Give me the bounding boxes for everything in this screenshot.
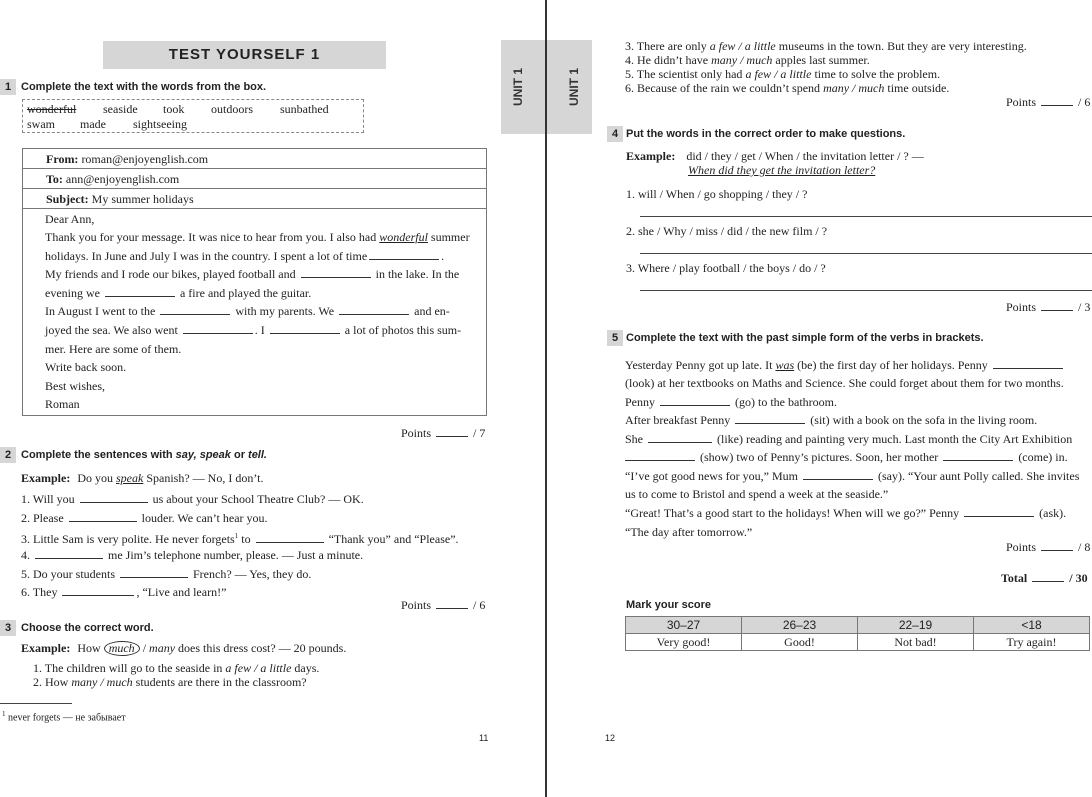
email-text: evening we	[45, 286, 100, 300]
text-segment: (show) two of Penny’s pictures. Soon, her mother	[700, 450, 939, 464]
sentence	[33, 674, 307, 690]
sentence-text: 5. The scientist only had	[625, 67, 743, 81]
word-box-item: made	[80, 117, 106, 131]
sentence-text: apples last summer.	[775, 53, 870, 67]
text-line	[625, 468, 1079, 484]
email-line	[45, 303, 450, 319]
task-2-points	[401, 598, 485, 613]
score-label: Good!	[742, 634, 858, 651]
example-text: does this dress cost? — 20 pounds.	[178, 641, 347, 655]
word-box-item: seaside	[103, 102, 138, 116]
word-box-item: sightseeing	[133, 117, 187, 131]
points-total: / 6	[473, 598, 486, 612]
answer-line[interactable]	[640, 253, 1092, 254]
sentence-text: 3. There are only	[625, 39, 707, 53]
email-text: . I	[254, 323, 265, 337]
word-box-item: wonderful	[27, 102, 77, 116]
points-label: Points	[401, 426, 432, 440]
example-answer: speak	[116, 471, 144, 485]
points-total: / 7	[473, 426, 486, 440]
answer-blank[interactable]	[301, 268, 371, 278]
email-text: summer	[430, 230, 470, 244]
task-2-title	[21, 447, 267, 463]
example-text: Spanish? — No, I don’t.	[146, 471, 264, 485]
text-segment: (come) in.	[1018, 450, 1068, 464]
sentence-text: time outside.	[887, 81, 950, 95]
score-label: Try again!	[974, 634, 1090, 651]
task-4-points	[1006, 300, 1090, 315]
score-title: Mark your score	[626, 599, 711, 611]
sentence-text: “Thank you” and “Please”.	[328, 532, 459, 546]
sentence	[21, 528, 459, 547]
score-label: Not bad!	[858, 634, 974, 651]
text-line	[625, 431, 1072, 447]
email-from-row	[23, 149, 486, 169]
email-text: holidays. In June and July I was in the country. I spent a lot of time	[45, 249, 368, 263]
points-blank[interactable]	[1041, 96, 1073, 106]
email-from-label: From:	[46, 152, 79, 166]
task-title-text: tell.	[248, 449, 267, 461]
answer-blank[interactable]	[256, 533, 324, 543]
word-box-item: sunbathed	[280, 102, 329, 116]
task-1-title: Complete the text with the words from the box.	[21, 81, 267, 93]
answer-blank[interactable]	[369, 250, 439, 260]
points-label: Points	[1006, 540, 1037, 554]
sentence	[21, 566, 311, 582]
sentence-text: students are there in the classroom?	[135, 675, 307, 689]
sentence-text: 1. The children will go to the seaside in	[33, 661, 223, 675]
sentence-text: us about your School Theatre Club? — OK.	[152, 492, 364, 506]
text-segment: Yesterday Penny got up late. It	[625, 358, 773, 372]
points-label: Points	[1006, 95, 1037, 109]
answer-blank[interactable]	[183, 324, 253, 334]
email-line: mer. Here are some of them.	[45, 342, 182, 356]
points-blank[interactable]	[436, 427, 468, 437]
answer-line[interactable]	[640, 216, 1092, 217]
answer-blank[interactable]	[964, 507, 1034, 517]
answer-blank[interactable]	[625, 451, 695, 461]
email-line: Roman	[45, 397, 80, 411]
page-number-left: 11	[479, 733, 489, 743]
text-line: (look) at her textbooks on Maths and Science. She could forget about them for two months.	[625, 376, 1064, 390]
word-choice[interactable]: a few / a little	[225, 661, 292, 675]
score-range: 22–19	[858, 617, 974, 634]
text-segment: “Great! That’s a good start to the holidays! When will we go?” Penny	[625, 506, 960, 520]
email-line	[45, 248, 444, 264]
email-from-value: roman@enjoyenglish.com	[81, 152, 209, 166]
sentence-text: 6. They	[21, 585, 58, 599]
footnote-ref: 1	[234, 532, 239, 540]
points-label: Points	[401, 598, 432, 612]
sentence	[21, 584, 226, 600]
text-line: us to come to Bristol and spend a week at the seaside.”	[625, 487, 889, 501]
example-answer-circled: much	[104, 641, 140, 656]
sentence	[625, 80, 949, 96]
task-4-title: Put the words in the correct order to make questions.	[626, 128, 906, 140]
example-answer: When did they get the invitation letter?	[688, 163, 876, 177]
task-title-text: Complete the sentences with	[21, 449, 173, 461]
task-2-number: 2	[0, 447, 16, 463]
answer-blank[interactable]	[105, 287, 175, 297]
email-text: .	[441, 249, 445, 263]
email-line	[45, 322, 461, 338]
total-score	[1001, 571, 1088, 586]
task-1-points	[401, 426, 485, 441]
answer-blank[interactable]	[735, 414, 805, 424]
example-answer: wonderful	[379, 230, 428, 244]
example-answer: was	[775, 358, 795, 372]
sentence-text: museums in the town. But they are very interesting.	[778, 39, 1027, 53]
task-2-example	[21, 470, 263, 486]
sentence-text: 2. How	[33, 675, 69, 689]
task-1-number: 1	[0, 79, 16, 95]
points-total: / 3	[1078, 300, 1091, 314]
email-to-row	[23, 169, 486, 189]
points-total: / 8	[1078, 540, 1091, 554]
answer-blank[interactable]	[943, 451, 1013, 461]
task-5-title: Complete the text with the past simple form of the verbs in brackets.	[626, 332, 984, 344]
example-label: Example:	[626, 149, 676, 163]
footnote	[2, 706, 126, 726]
email-form	[22, 148, 487, 416]
word-choice[interactable]: many / much	[71, 675, 133, 689]
text-line	[625, 505, 1066, 521]
question-prompt: 1. will / When / go shopping / they / ?	[626, 187, 808, 201]
text-line	[625, 449, 1068, 465]
text-segment: (be) the first day of her holidays. Penny	[797, 358, 988, 372]
points-blank[interactable]	[1041, 541, 1073, 551]
email-text: a fire and played the guitar.	[179, 286, 312, 300]
email-to-value: ann@enjoyenglish.com	[65, 172, 180, 186]
email-line	[45, 266, 459, 282]
points-blank[interactable]	[436, 599, 468, 609]
email-subject-value: My summer holidays	[91, 192, 194, 206]
email-line: Write back soon.	[45, 360, 127, 374]
footnote-text: never forgets — не забывает	[8, 712, 126, 724]
score-label: Very good!	[626, 634, 742, 651]
text-segment: “I’ve got good news for you,” Mum	[625, 469, 798, 483]
sentence-text: 1. Will you	[21, 492, 75, 506]
email-text: a lot of photos this sum-	[344, 323, 462, 337]
email-text: and en-	[414, 304, 450, 318]
example-text: /	[142, 641, 147, 655]
sentence-text: 2. Please	[21, 511, 64, 525]
text-segment: (say). “Your aunt Polly called. She invites	[877, 469, 1080, 483]
email-text: in the lake. In the	[375, 267, 460, 281]
answer-blank[interactable]	[339, 305, 409, 315]
email-greeting: Dear Ann,	[45, 212, 95, 226]
email-to-label: To:	[46, 172, 63, 186]
text-segment: She	[625, 432, 643, 446]
email-text: with my parents. We	[235, 304, 335, 318]
email-text: joyed the sea. We also went	[45, 323, 178, 337]
points-total: / 6	[1078, 95, 1091, 109]
sentence-text: French? — Yes, they do.	[193, 567, 312, 581]
answer-blank[interactable]	[660, 396, 730, 406]
score-range: 30–27	[626, 617, 742, 634]
task-5-points	[1006, 540, 1090, 555]
unit-tab-label-right: UNIT 1	[567, 68, 581, 107]
answer-blank[interactable]	[80, 493, 148, 503]
text-segment: (go) to the bathroom.	[735, 395, 837, 409]
email-line	[45, 285, 311, 301]
total-value: / 30	[1069, 571, 1088, 585]
word-box-item: outdoors	[211, 102, 253, 116]
text-line	[625, 412, 1037, 428]
answer-blank[interactable]	[270, 324, 340, 334]
task-title-text: or	[233, 449, 245, 461]
answer-blank[interactable]	[993, 359, 1063, 369]
task-3-points	[1006, 95, 1090, 110]
answer-blank[interactable]	[35, 549, 103, 559]
points-blank[interactable]	[1041, 301, 1073, 311]
points-label: Points	[1006, 300, 1037, 314]
sentence-text: to	[241, 532, 251, 546]
sentence-text: 5. Do your students	[21, 567, 115, 581]
sentence	[21, 510, 268, 526]
task-5-number: 5	[607, 330, 623, 346]
answer-line[interactable]	[640, 290, 1092, 291]
sentence-text: louder. We can’t hear you.	[141, 511, 268, 525]
email-text: Thank you for your message. It was nice to hear from you. I also had	[45, 230, 377, 244]
sentence-text: days.	[294, 661, 320, 675]
total-blank[interactable]	[1032, 572, 1064, 582]
question-prompt: 2. she / Why / miss / did / the new film / ?	[626, 224, 828, 238]
answer-blank[interactable]	[69, 512, 137, 522]
sentence-text: time to solve the problem.	[814, 67, 941, 81]
sentence	[21, 491, 364, 507]
email-text: My friends and I rode our bikes, played football and	[45, 267, 296, 281]
score-range: 26–23	[742, 617, 858, 634]
word-choice[interactable]: many / much	[823, 81, 885, 95]
email-subject-row	[23, 189, 486, 209]
text-segment: (like) reading and painting very much. Last month the City Art Exhibition	[717, 432, 1073, 446]
page-number-right: 12	[605, 733, 616, 743]
text-line	[625, 357, 1065, 373]
text-line: “The day after tomorrow.”	[625, 525, 753, 539]
word-choice[interactable]: a few / a little	[709, 39, 776, 53]
email-text: In August I went to the	[45, 304, 156, 318]
word-choice[interactable]: a few / a little	[745, 67, 812, 81]
task-3-number: 3	[0, 620, 16, 636]
text-segment: (sit) with a book on the sofa in the living room.	[810, 413, 1038, 427]
example-text: did / they / get / When / the invitation letter / ? —	[686, 149, 924, 163]
sentence-text: 4. He didn’t have	[625, 53, 709, 67]
footnote-divider	[0, 703, 72, 704]
score-table	[625, 616, 1090, 651]
email-line	[45, 229, 470, 245]
sentence-text: 6. Because of the rain we couldn’t spend	[625, 81, 821, 95]
task-3-example	[21, 640, 346, 656]
sentence-text: 3. Little Sam is very polite. He never forgets	[21, 532, 235, 546]
sentence	[21, 547, 363, 563]
unit-tab-label-left: UNIT 1	[511, 68, 525, 107]
question-prompt: 3. Where / play football / the boys / do / ?	[626, 261, 826, 275]
task-4-example-answer	[688, 162, 875, 178]
total-label: Total	[1001, 571, 1028, 585]
example-label: Example:	[21, 471, 71, 485]
word-choice[interactable]: many / much	[711, 53, 773, 67]
task-title-text: say, speak	[175, 449, 231, 461]
example-text: How	[77, 641, 101, 655]
task-3-title: Choose the correct word.	[21, 622, 154, 634]
answer-blank[interactable]	[803, 470, 873, 480]
page-title: TEST YOURSELF 1	[103, 41, 386, 69]
email-line: Best wishes,	[45, 379, 105, 393]
answer-blank[interactable]	[160, 305, 230, 315]
score-range: <18	[974, 617, 1090, 634]
sentence-text: me Jim’s telephone number, please. — Just a minute.	[108, 548, 364, 562]
text-segment: After breakfast Penny	[625, 413, 731, 427]
answer-blank[interactable]	[648, 433, 712, 443]
sentence-text: , “Live and learn!”	[136, 585, 227, 599]
example-text: many	[149, 641, 176, 655]
answer-blank[interactable]	[120, 568, 188, 578]
sentence-text: 4.	[21, 548, 30, 562]
text-segment: (ask).	[1039, 506, 1067, 520]
word-box-item: took	[163, 102, 185, 116]
word-box-item: swam	[27, 117, 55, 131]
text-segment: Penny	[625, 395, 655, 409]
example-text: Do you	[77, 471, 114, 485]
text-line	[625, 394, 837, 410]
task-4-number: 4	[607, 126, 623, 142]
email-subject-label: Subject:	[46, 192, 89, 206]
answer-blank[interactable]	[62, 586, 134, 596]
example-label: Example:	[21, 641, 71, 655]
footnote-mark: 1	[2, 710, 6, 718]
